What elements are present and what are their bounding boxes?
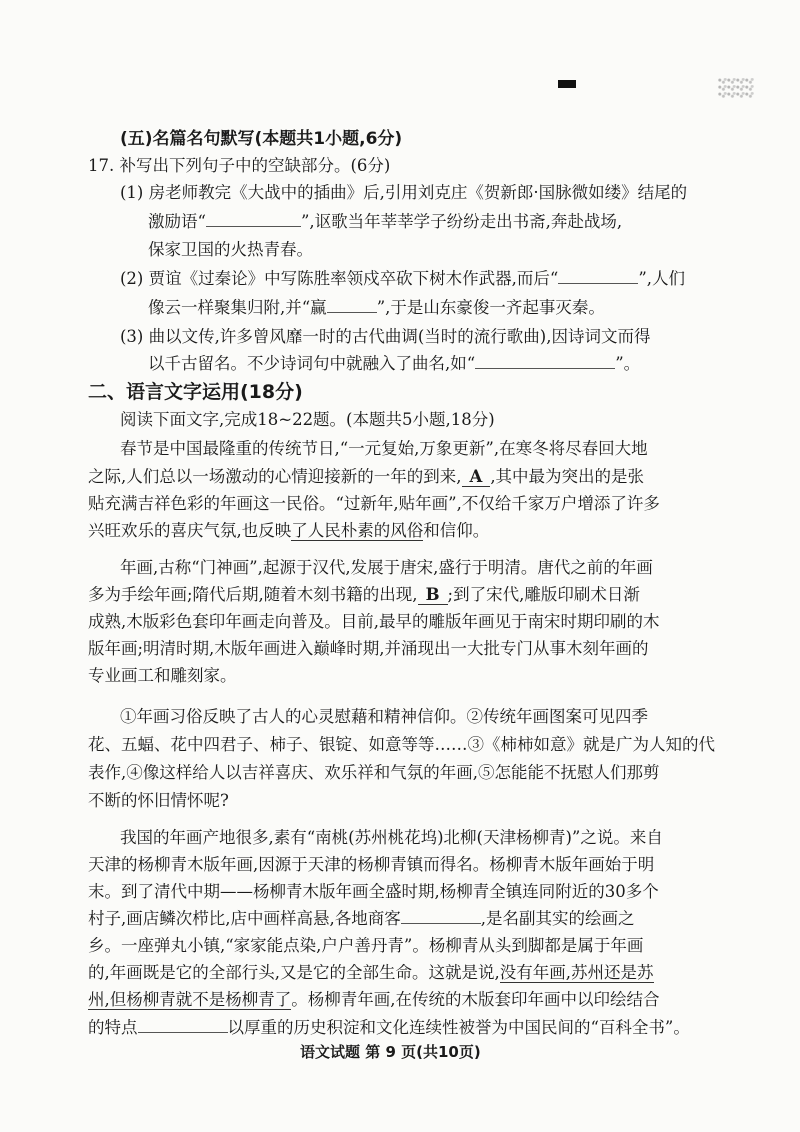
answer-blank-c[interactable] — [401, 922, 481, 924]
section2-intro: 阅读下面文字,完成18~22题。(本题共5小题,18分) — [120, 410, 495, 429]
p1-line3: 贴充满吉祥色彩的年画这一民俗。“过新年,贴年画”,不仅给千家万户增添了许多 — [88, 494, 660, 513]
p2-line5: 专业画工和雕刻家。 — [88, 666, 237, 685]
p4-line3: 末。到了清代中期——杨柳青木版年画全盛时期,杨柳青全镇连同附近的30多个 — [88, 882, 659, 901]
blank-b[interactable]: B — [418, 585, 448, 605]
p1-line1: 春节是中国最隆重的传统节日,“一元复始,万象更新”,在寒冬将尽春回大地 — [120, 439, 648, 458]
page-footer: 语文试题 第 9 页(共10页) — [300, 1043, 481, 1061]
q17-3-line1: (3) 曲以文传,许多曾风靡一时的古代曲调(当时的流行歌曲),因诗词文而得 — [120, 327, 651, 346]
p4-line1: 我国的年画产地很多,素有“南桃(苏州桃花坞)北柳(天津杨柳青)”之说。来自 — [120, 828, 663, 847]
p2-line4: 版年画;明清时期,木版年画进入巅峰时期,并涌现出一大批专门从事木刻年画的 — [88, 639, 649, 658]
p4-line6: 的,年画既是它的全部行头,又是它的全部生命。这就是说,没有年画,苏州还是苏 — [88, 963, 654, 982]
p4-line7: 州,但杨柳青就不是杨柳青了。杨柳青年画,在传统的木版套印年画中以印绘结合 — [88, 990, 660, 1009]
p3-line4: 不断的怀旧情怀呢? — [88, 791, 229, 810]
p1-line4: 兴旺欢乐的喜庆气氛,也反映了人民朴素的风俗和信仰。 — [88, 521, 490, 540]
p4-line5: 乡。一座弹丸小镇,“家家能点染,户户善丹青”。杨柳青从头到脚都是属于年画 — [88, 936, 644, 955]
underlined-phrase-1: 了人民朴素的风俗 — [291, 521, 424, 540]
q17-1-line3: 保家卫国的火热青春。 — [148, 240, 313, 259]
answer-blank-2[interactable] — [558, 282, 638, 284]
p2-line1: 年画,古称“门神画”,起源于汉代,发展于唐宋,盛行于明清。唐代之前的年画 — [120, 558, 653, 577]
p4-line8: 的特点 以厚重的历史积淀和文化连续性被誉为中国民间的“百科全书”。 — [88, 1018, 690, 1037]
p2-line2: 多为手绘年画;隋代后期,随着木刻书籍的出现, B ;到了宋代,雕版印刷术日渐 — [88, 585, 640, 604]
answer-blank-1[interactable] — [206, 225, 301, 227]
q17-stem: 17. 补写出下列句子中的空缺部分。(6分) — [88, 156, 391, 175]
p3-line3: 表作,④像这样给人以吉祥喜庆、欢乐祥和气氛的年画,⑤怎能能不抚慰人们那剪 — [88, 763, 660, 782]
blank-a[interactable]: A — [462, 467, 491, 487]
p4-line2: 天津的杨柳青木版年画,因源于天津的杨柳青镇而得名。杨柳青木版年画始于明 — [88, 855, 655, 874]
p2-line3: 成熟,木版彩色套印年画走向普及。目前,最早的雕版年画见于南宋时期印刷的木 — [88, 612, 660, 631]
q17-2-line2: 像云一样聚集归附,并“赢 ”,于是山东豪俊一齐起事灭秦。 — [148, 298, 605, 317]
underlined-phrase-2a: 没有年画,苏州还是苏 — [499, 963, 654, 982]
answer-blank-3[interactable] — [327, 311, 377, 313]
q17-1-line2: 激励语“ ”,讴歌当年莘莘学子纷纷走出书斋,奔赴战场, — [148, 212, 623, 231]
q17-1-line1: (1) 房老师教完《大战中的插曲》后,引用刘克庄《贺新郎·国脉微如缕》结尾的 — [120, 183, 688, 202]
p3-line1: ①年画习俗反映了古人的心灵慰藉和精神信仰。②传统年画图案可见四季 — [120, 707, 648, 726]
scan-noise — [718, 78, 754, 98]
q17-3-line2: 以千古留名。不少诗词句中就融入了曲名,如“ ”。 — [148, 354, 641, 373]
section5-title: (五)名篇名句默写(本题共1小题,6分) — [120, 129, 403, 149]
answer-blank-d[interactable] — [138, 1031, 228, 1033]
answer-blank-4[interactable] — [475, 367, 615, 369]
section2-title: 二、语言文字运用(18分) — [88, 381, 303, 403]
scan-mark — [558, 80, 576, 88]
q17-2-line1: (2) 贾谊《过秦论》中写陈胜率领戍卒砍下树木作武器,而后“ ”,人们 — [120, 269, 685, 288]
p4-line4: 村子,画店鳞次栉比,店中画样高悬,各地商客 ,是名副其实的绘画之 — [88, 909, 635, 928]
p3-line2: 花、五蝠、花中四君子、柿子、银锭、如意等等……③《柿柿如意》就是广为人知的代 — [88, 735, 715, 754]
p1-line2: 之际,人们总以一场激动的心情迎接新的一年的到来, A ,其中最为突出的是张 — [88, 467, 645, 486]
underlined-phrase-2b: 州,但杨柳青就不是杨柳青了 — [88, 990, 292, 1009]
